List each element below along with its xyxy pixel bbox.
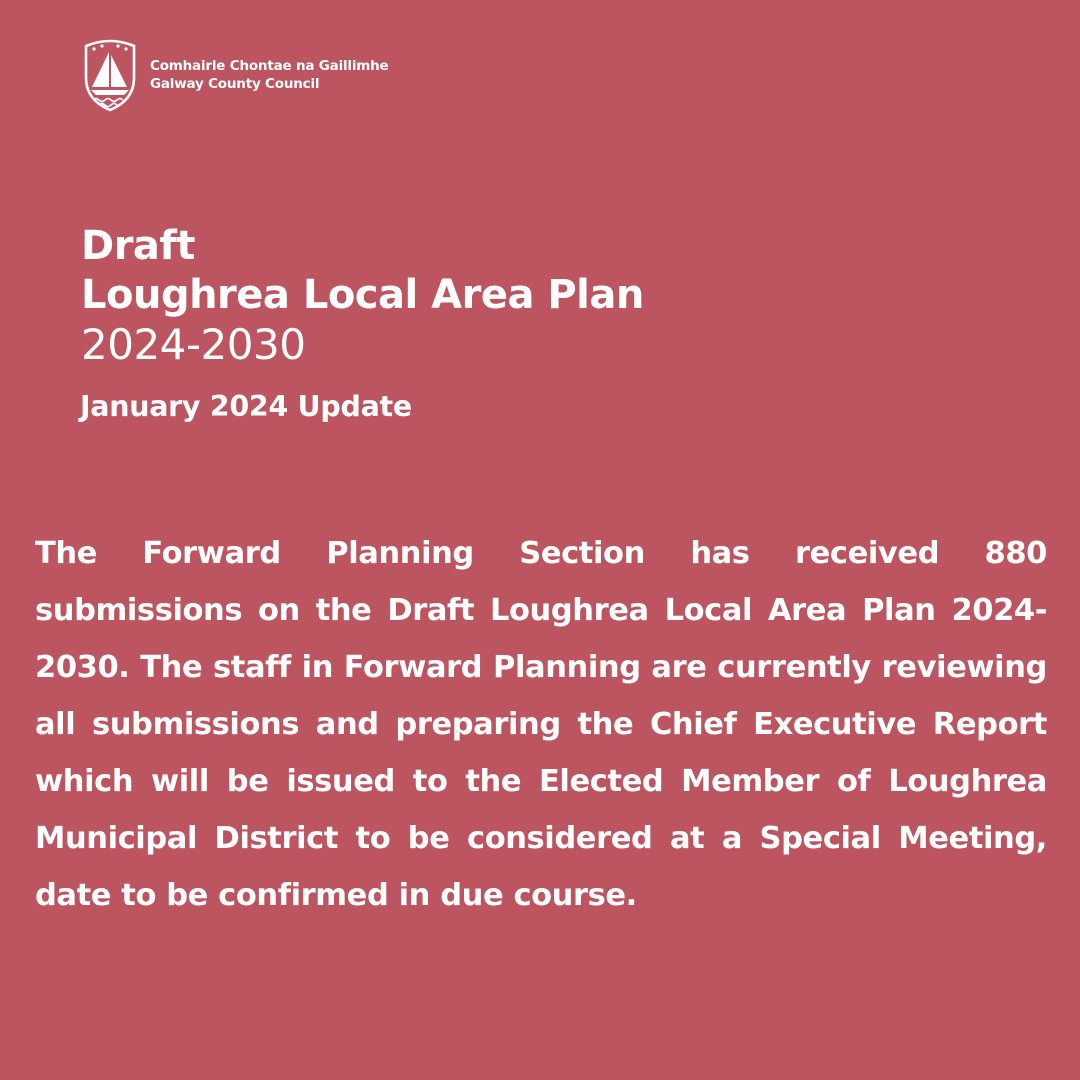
council-name [150,57,389,93]
title-plan-name: Loughrea Local Area Plan [81,272,644,318]
galway-county-council-crest-icon [80,38,140,112]
council-name-irish: Comhairle Chontae na Gaillimhe [150,58,389,74]
council-name-english: Galway County Council [150,76,320,92]
plan-title [81,222,1031,370]
title-years: 2024-2030 [81,320,306,369]
council-logo [80,38,389,112]
update-label: January 2024 Update [80,390,412,423]
announcement-body: The Forward Planning Section has received 880 submissions on the Draft Loughrea Local Area Plan 2024-2030. The staff in Forward Planning are currently reviewing all submissions and preparing the Chief Executive Report which will be issued to the Elected Member of Loughrea Municipal District to be considered at a Special Meeting, date to be confirmed in due course. [35,536,1047,913]
title-draft: Draft [81,223,195,269]
